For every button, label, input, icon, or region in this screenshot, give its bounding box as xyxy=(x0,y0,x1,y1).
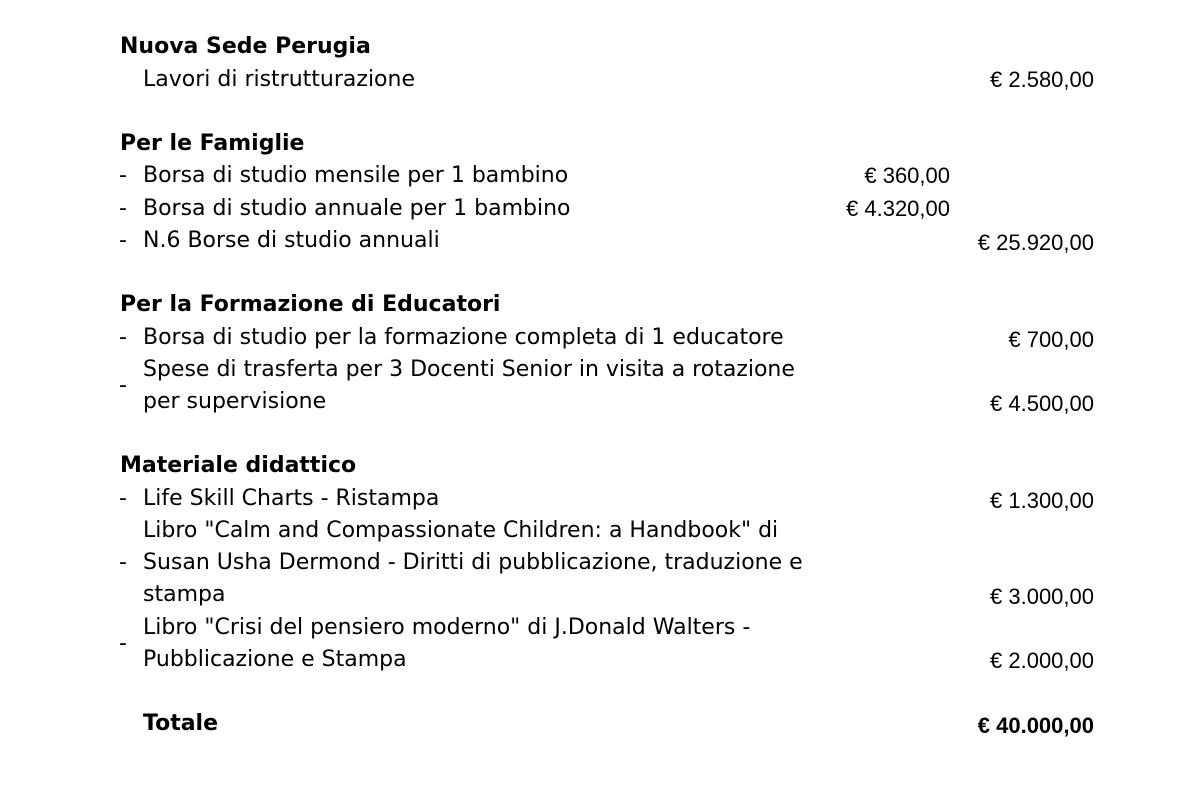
item-description: Borsa di studio per la formazione completa di 1 educatore xyxy=(143,325,784,350)
item-dash: - xyxy=(119,228,127,253)
item-description: Libro "Calm and Compassionate Children: a Handbook" di xyxy=(143,518,779,543)
item-description: Life Skill Charts - Ristampa xyxy=(143,486,440,511)
section-heading-row xyxy=(0,450,1200,482)
item-description: Lavori di ristrutturazione xyxy=(143,67,415,92)
section-heading: Nuova Sede Perugia xyxy=(120,34,371,59)
item-description: Borsa di studio mensile per 1 bambino xyxy=(143,163,569,188)
item-amount: € 700,00 xyxy=(1008,327,1094,352)
item-description-cont: Pubblicazione e Stampa xyxy=(143,647,407,672)
budget-item xyxy=(0,515,1200,611)
item-dash: - xyxy=(119,631,127,656)
budget-item xyxy=(0,322,1200,354)
section-heading: Materiale didattico xyxy=(120,453,357,478)
item-description-cont: per supervisione xyxy=(143,389,327,414)
item-amount: € 3.000,00 xyxy=(990,584,1094,609)
budget-item xyxy=(0,193,1200,225)
item-dash: - xyxy=(119,196,127,221)
item-description-cont: stampa xyxy=(143,582,226,607)
item-description: N.6 Borse di studio annuali xyxy=(143,228,440,253)
item-description: Spese di trasferta per 3 Docenti Senior in visita a rotazione xyxy=(143,357,795,382)
item-description-cont: Susan Usha Dermond - Diritti di pubblicazione, traduzione e xyxy=(143,550,803,575)
budget-item xyxy=(0,612,1200,676)
item-description: Libro "Crisi del pensiero moderno" di J.Donald Walters - xyxy=(143,615,751,640)
item-amount: € 25.920,00 xyxy=(977,230,1094,255)
item-dash: - xyxy=(119,325,127,350)
item-amount: € 2.580,00 xyxy=(990,67,1094,92)
budget-item xyxy=(0,225,1200,257)
section-heading: Per la Formazione di Educatori xyxy=(120,292,501,317)
item-description: Borsa di studio annuale per 1 bambino xyxy=(143,196,571,221)
item-sub-amount: € 4.320,00 xyxy=(846,196,950,221)
budget-item xyxy=(0,160,1200,192)
total-row xyxy=(0,708,1200,740)
budget-item xyxy=(0,354,1200,418)
item-dash: - xyxy=(119,163,127,188)
item-sub-amount: € 360,00 xyxy=(864,163,950,188)
section-heading: Per le Famiglie xyxy=(120,131,305,156)
item-amount: € 4.500,00 xyxy=(990,391,1094,416)
budget-item xyxy=(0,483,1200,515)
item-dash: - xyxy=(119,550,127,575)
section-heading-row xyxy=(0,289,1200,321)
total-amount: € 40.000,00 xyxy=(977,713,1094,738)
item-dash: - xyxy=(119,373,127,398)
total-label: Totale xyxy=(143,711,219,736)
item-amount: € 1.300,00 xyxy=(990,488,1094,513)
section-heading-row xyxy=(0,128,1200,160)
item-dash: - xyxy=(119,486,127,511)
section-heading-row xyxy=(0,31,1200,63)
item-amount: € 2.000,00 xyxy=(990,648,1094,673)
budget-item xyxy=(0,64,1200,96)
